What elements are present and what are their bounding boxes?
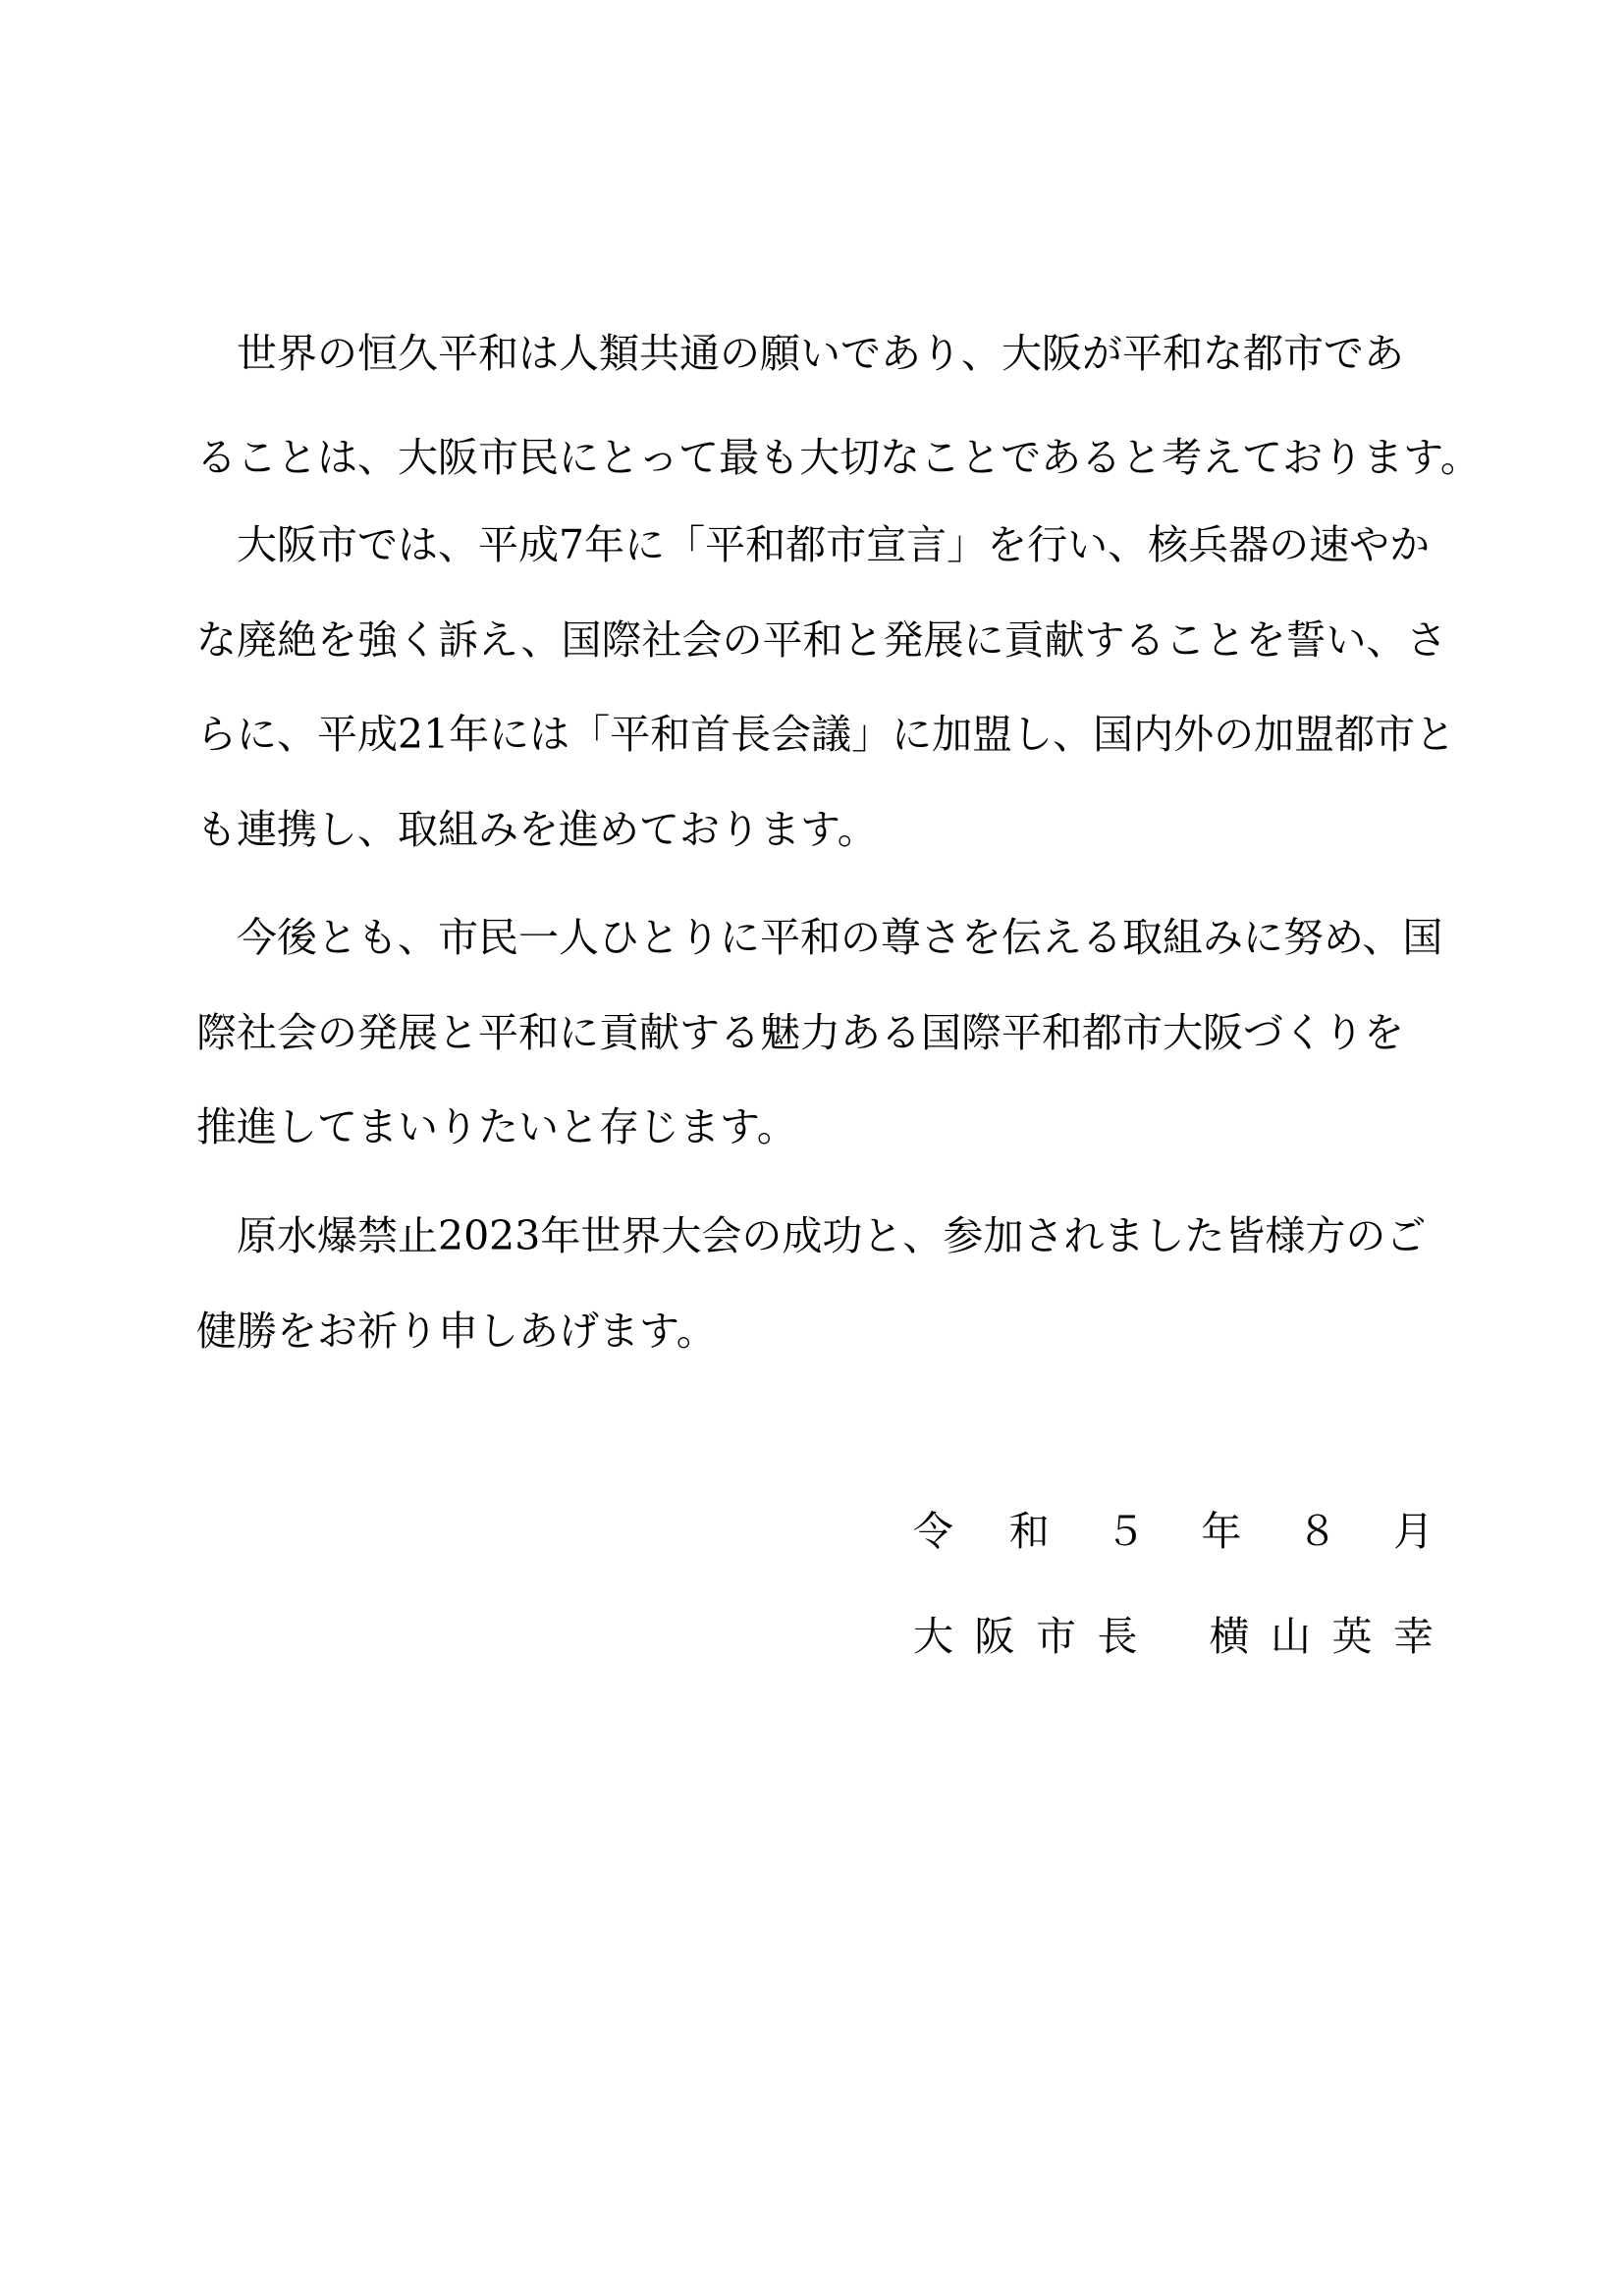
- body-line-11: 健勝をお祈り申しあげます。: [196, 1308, 717, 1355]
- date-char-2: 和: [1008, 1508, 1050, 1555]
- signature-char-9: 幸: [1393, 1613, 1434, 1660]
- date-char-6: 月: [1392, 1508, 1434, 1555]
- signature-char-3: 市: [1036, 1613, 1076, 1660]
- signature-char-8: 英: [1331, 1613, 1373, 1660]
- signature-line: [913, 1607, 1434, 1666]
- body-line-10: 原水爆禁止2023年世界大会の成功と、参加されました皆様方のご: [196, 1212, 1427, 1259]
- body-line-9: 推進してまいりたいと存じます。: [196, 1103, 797, 1150]
- signature-char-6: 横: [1209, 1613, 1250, 1660]
- body-line-4: な廃絶を強く訴え、国際社会の平和と発展に貢献することを誓い、さ: [196, 616, 1447, 664]
- body-line-3: 大阪市では、平成7年に「平和都市宣言」を行い、核兵器の速やか: [196, 521, 1431, 568]
- signature-gap: [1159, 1607, 1188, 1666]
- signature-char-4: 長: [1097, 1613, 1138, 1660]
- date-line: [913, 1502, 1434, 1561]
- signature-char-2: 阪: [974, 1613, 1015, 1660]
- date-char-4: 年: [1201, 1508, 1242, 1555]
- body-line-5: らに、平成21年には「平和首長会議」に加盟し、国内外の加盟都市と: [196, 711, 1456, 758]
- body-line-2: ることは、大阪市民にとって最も大切なことであると考えております。: [196, 434, 1481, 481]
- body-line-8: 際社会の発展と平和に貢献する魅力ある国際平和都市大阪づくりを: [196, 1009, 1404, 1056]
- date-char-5: ８: [1297, 1508, 1338, 1555]
- signature-char-1: 大: [913, 1613, 953, 1660]
- signature-char-7: 山: [1271, 1613, 1311, 1660]
- body-line-7: 今後とも、市民一人ひとりに平和の尊さを伝える取組みに努め、国: [196, 914, 1443, 961]
- body-line-1: 世界の恒久平和は人類共通の願いであり、大阪が平和な都市であ: [196, 330, 1404, 377]
- date-char-1: 令: [913, 1508, 953, 1555]
- body-line-6: も連携し、取組みを進めております。: [196, 806, 878, 853]
- date-char-3: ５: [1105, 1508, 1146, 1555]
